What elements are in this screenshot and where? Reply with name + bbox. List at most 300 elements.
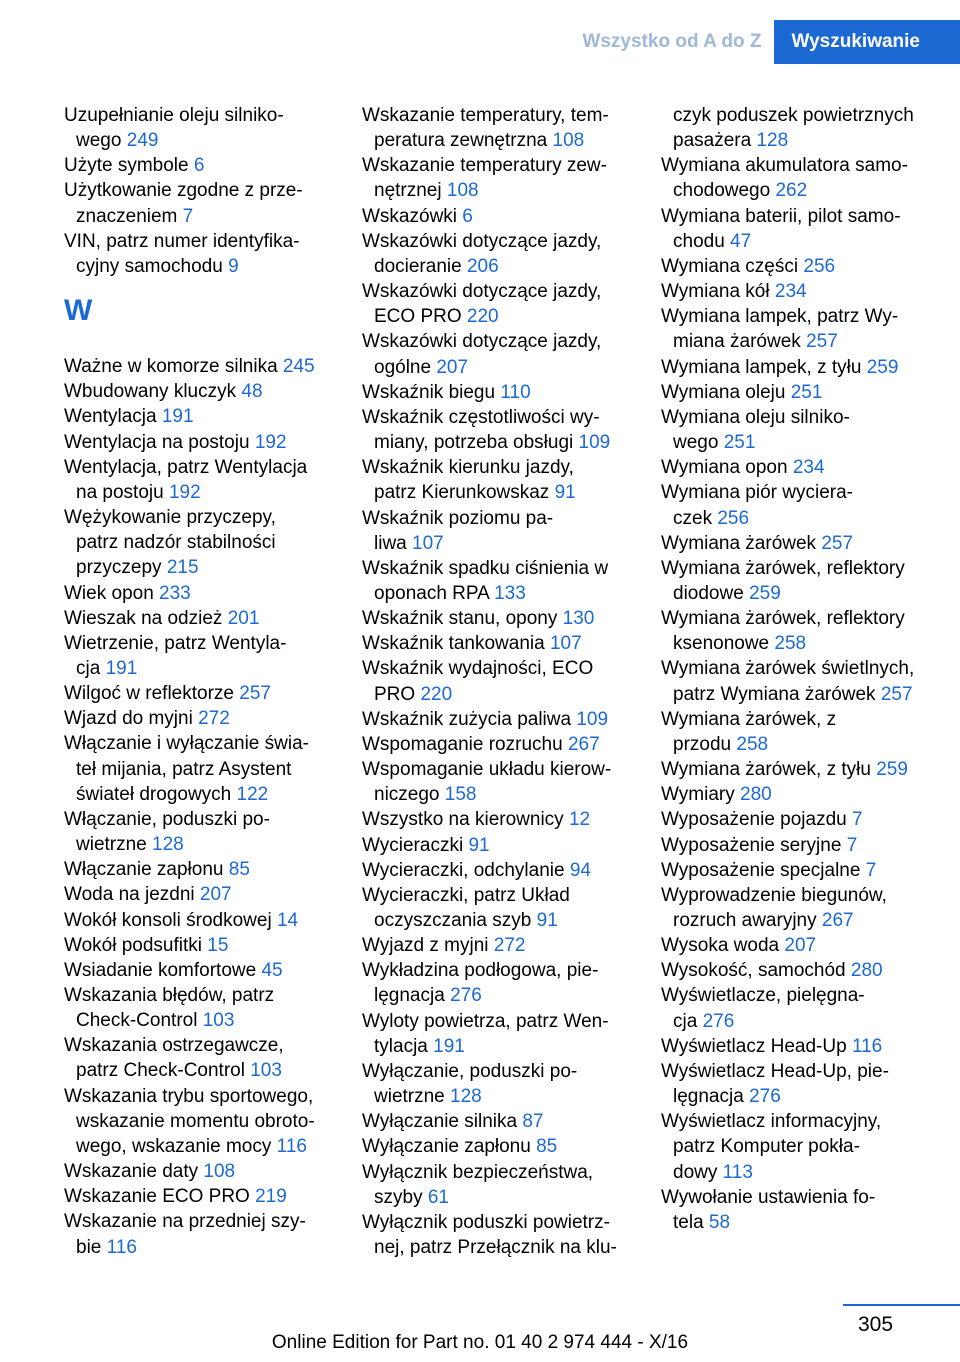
page-ref-link[interactable]: 130	[562, 608, 595, 630]
index-entry-text: Wyłączanie silnika	[362, 1111, 523, 1133]
page-ref-link[interactable]: 280	[850, 960, 883, 982]
index-entry	[362, 506, 630, 556]
index-entry-text: Wilgoć w reflektorze	[64, 683, 240, 705]
index-entry	[362, 455, 630, 505]
index-entry	[64, 958, 332, 983]
index-entry	[64, 606, 332, 631]
index-entry-text: pasażera	[673, 130, 757, 152]
index-entry	[64, 1159, 332, 1184]
index-entry-text: Wiek opon	[64, 582, 160, 604]
page-ref-link[interactable]: 108	[552, 130, 585, 152]
index-entry	[64, 933, 332, 958]
page-ref-link[interactable]: 276	[450, 985, 482, 1007]
index-entry-text: patrz Check-Control	[76, 1060, 251, 1082]
page-ref-link[interactable]: 108	[203, 1161, 236, 1183]
index-entry	[661, 983, 929, 1033]
index-entry-text: docieranie	[374, 255, 467, 277]
index-entry	[64, 404, 332, 429]
page-ref-link[interactable]: 192	[168, 481, 201, 503]
page-ref-link[interactable]: 128	[450, 1086, 482, 1108]
index-entry-text: Wymiana piór wyciera-	[661, 482, 853, 504]
index-entry-text: Wokół podsufitki	[64, 934, 208, 956]
index-entry-text: Wykładzina podłogowa, pie-	[362, 960, 599, 982]
index-entry-text: Uzupełnianie oleju silniko-	[64, 105, 284, 126]
index-entry-text: Wyłącznik bezpieczeństwa,	[362, 1161, 594, 1183]
index-entry	[64, 857, 332, 882]
page-ref-link[interactable]: 6	[462, 205, 473, 227]
index-entry	[362, 1009, 630, 1059]
page-ref-link[interactable]: 15	[207, 934, 229, 956]
index-entry	[661, 455, 929, 480]
page-ref-link[interactable]: 91	[536, 910, 558, 931]
index-entry-text: chodowego	[673, 180, 776, 202]
index-entry-text: lęgnacja	[374, 985, 451, 1007]
index-entry-text: Wymiana lampek, patrz Wy-	[661, 306, 899, 328]
page-ref-link[interactable]: 220	[420, 683, 453, 705]
index-entry-text: Wskazanie na przedniej szy-	[64, 1211, 306, 1233]
page-ref-link[interactable]: 128	[756, 130, 789, 152]
index-entry-text: nej, patrz Przełącznik na klu-	[374, 1237, 617, 1259]
page-ref-link[interactable]: 94	[569, 859, 591, 881]
index-entry-text: Wyposażenie specjalne	[661, 859, 866, 881]
index-entry-text: czek	[673, 507, 718, 529]
index-entry	[362, 103, 630, 153]
index-entry-text: Wskaźnik poziomu pa-	[362, 507, 554, 529]
index-entry-text: Wymiana opon	[661, 457, 793, 479]
index-entry-text: Wspomaganie układu kierow-	[362, 759, 612, 781]
index-entry-text: wego	[76, 130, 127, 152]
page-ref-link[interactable]: 116	[851, 1035, 883, 1057]
page-ref-link[interactable]: 280	[740, 784, 772, 806]
page-ref-link[interactable]: 233	[159, 582, 191, 604]
page-ref-link[interactable]: 257	[806, 331, 838, 353]
index-entry	[661, 556, 929, 606]
index-entry-text: Wyświetlacze, pielęgna-	[661, 985, 865, 1007]
index-entry-text: Użyte symbole	[64, 155, 194, 177]
index-entry	[64, 379, 332, 404]
page-ref-link[interactable]: 256	[803, 255, 836, 277]
index-entry	[64, 354, 332, 379]
page-ref-link[interactable]: 259	[749, 582, 781, 604]
index-entry-text: świateł drogowych	[76, 783, 237, 805]
index-entry	[362, 631, 630, 656]
index-entry	[661, 405, 929, 455]
index-entry-text: Wskaźnik stanu, opony	[362, 608, 563, 630]
index-entry	[64, 1033, 332, 1083]
page-ref-link[interactable]: 262	[775, 180, 808, 202]
page-ref-link[interactable]: 61	[427, 1186, 449, 1208]
index-entry-text: Wskazania błędów, patrz	[64, 985, 275, 1006]
index-entry-text: Wietrzenie, patrz Wentyla-	[64, 632, 287, 654]
index-entry-text: Wokół konsoli środkowej	[64, 909, 277, 931]
page-ref-link[interactable]: 58	[708, 1211, 731, 1233]
index-entry-text: Wjazd do myjni	[64, 708, 199, 730]
index-entry-text: oczyszczania szyb	[374, 910, 537, 931]
page-ref-link[interactable]: 12	[568, 809, 591, 831]
index-entry-text: ogólne	[374, 356, 437, 378]
index-entry-text: Wyłączanie zapłonu	[362, 1136, 537, 1158]
index-entry-text: Wyposażenie seryjne	[661, 834, 847, 856]
page-ref-link[interactable]: 267	[821, 910, 854, 931]
index-entry-text: diodowe	[673, 582, 750, 604]
edition-text: Online Edition for Part no. 01 40 2 974 444 - X/16	[271, 1332, 689, 1353]
index-entry	[362, 279, 630, 329]
page-ref-link[interactable]: 245	[282, 356, 315, 378]
page-ref-link[interactable]: 256	[717, 507, 750, 529]
index-entry	[64, 1184, 332, 1209]
page-ref-link[interactable]: 259	[866, 356, 899, 378]
page-ref-link[interactable]: 45	[261, 959, 283, 981]
index-entry-text: Wyprowadzenie biegunów,	[661, 884, 887, 906]
index-entry	[661, 883, 929, 933]
index-entry	[362, 807, 630, 832]
page-ref-link[interactable]: 272	[493, 935, 526, 957]
index-entry	[362, 707, 630, 732]
page-ref-link[interactable]: 276	[749, 1086, 781, 1108]
page-ref-link[interactable]: 234	[792, 457, 825, 479]
index-entry-text: Wskazówki dotyczące jazdy,	[362, 281, 602, 303]
index-entry-text: rozruch awaryjny	[673, 910, 822, 931]
index-entry-text: Wymiana żarówek, reflektory	[661, 557, 905, 579]
index-entry-text: Wskazania trybu sportowego,	[64, 1085, 314, 1107]
index-entry	[362, 1210, 630, 1260]
index-entry-text: Wymiana części	[661, 255, 804, 277]
index-entry	[64, 455, 332, 505]
index-entry	[661, 304, 929, 354]
index-entry	[64, 229, 332, 279]
index-entry	[362, 329, 630, 379]
page-ref-link[interactable]: 103	[202, 1010, 235, 1032]
index-entry-text: Wymiana żarówek, z	[661, 708, 837, 730]
index-entry	[64, 882, 332, 907]
index-entry	[661, 480, 929, 530]
index-entry-text: Wymiana żarówek świetlnych,	[661, 658, 915, 680]
index-column-2	[362, 103, 630, 1260]
page-ref-link[interactable]: 110	[500, 381, 531, 403]
page-ref-link[interactable]: 207	[436, 356, 469, 378]
index-entry-text: miany, potrzeba obsługi	[374, 432, 579, 454]
index-entry-text: niczego	[374, 784, 445, 806]
index-entry	[661, 1185, 929, 1235]
page-ref-link[interactable]: 109	[578, 432, 611, 454]
index-entry-text: Wskazówki dotyczące jazdy,	[362, 230, 602, 252]
index-entry-text: PRO	[374, 683, 421, 705]
index-entry	[64, 581, 332, 606]
index-entry	[661, 782, 929, 807]
index-entry-text: wskazanie momentu obroto-	[76, 1110, 315, 1132]
page-ref-link[interactable]: 258	[736, 733, 769, 755]
index-entry	[661, 380, 929, 405]
index-entry-text: Włączanie zapłonu	[64, 859, 229, 881]
page-ref-link[interactable]: 7	[852, 809, 863, 831]
index-entry-text: cja	[673, 1010, 703, 1032]
page-ref-link[interactable]: 219	[255, 1186, 287, 1208]
index-entry-text: Wycieraczki, patrz Układ	[362, 884, 570, 906]
page-ref-link[interactable]: 158	[444, 784, 477, 806]
index-entry-text: Wskazania ostrzegawcze,	[64, 1035, 284, 1057]
page-ref-link[interactable]: 91	[468, 834, 490, 856]
index-entry-text: Wymiana oleju silniko-	[661, 406, 850, 428]
index-entry-text: Wspomaganie rozruchu	[362, 733, 568, 755]
index-entry	[661, 254, 929, 279]
index-entry-text: Wymiana lampek, z tyłu	[661, 356, 867, 378]
page-ref-link[interactable]: 258	[774, 633, 807, 655]
index-entry-text: Wymiana oleju	[661, 381, 791, 403]
index-entry	[661, 757, 929, 782]
index-entry-text: Włączanie, poduszki po-	[64, 808, 270, 830]
index-entry-text: Wymiana żarówek	[661, 532, 822, 554]
index-entry-text: Wskaźnik tankowania	[362, 633, 550, 655]
index-entry-text: Wymiana żarówek, reflektory	[661, 608, 905, 630]
index-entry-text: Wyłącznik poduszki powietrz-	[362, 1211, 610, 1233]
index-entry-text: Wskaźnik częstotliwości wy-	[362, 406, 600, 428]
page-ref-link[interactable]: 85	[536, 1136, 558, 1158]
index-entry	[661, 606, 929, 656]
index-entry-text: Wężykowanie przyczepy,	[64, 507, 276, 529]
page-ref-link[interactable]: 251	[790, 381, 823, 403]
index-entry-text: ksenonowe	[673, 633, 775, 655]
page-ref-link[interactable]: 257	[821, 532, 854, 554]
index-entry-text: Wieszak na odzież	[64, 607, 228, 629]
page-ref-link[interactable]: 249	[126, 130, 159, 152]
index-entry	[64, 103, 332, 153]
index-entry-text: szyby	[374, 1186, 428, 1208]
index-entry	[64, 908, 332, 933]
index-entry-text: Wycieraczki, odchylanie	[362, 859, 570, 881]
index-entry-text: VIN, patrz numer identyfika-	[64, 230, 300, 252]
index-entry-text: Wyświetlacz Head-Up, pie-	[661, 1060, 889, 1082]
index-entry	[362, 833, 630, 858]
index-entry-text: Wyświetlacz informacyjny,	[661, 1111, 882, 1133]
index-entry-text: Wskazanie temperatury, tem-	[362, 105, 609, 126]
page-ref-link[interactable]: 215	[166, 557, 199, 579]
page-ref-link[interactable]: 103	[250, 1060, 282, 1082]
index-entry-text: Wskaźnik zużycia paliwa	[362, 708, 577, 730]
index-entry-text: Wskaźnik wydajności, ECO	[362, 658, 594, 680]
index-entry	[661, 858, 929, 883]
index-entry-text: Wyjazd z myjni	[362, 935, 494, 957]
page-ref-link[interactable]: 206	[466, 255, 499, 277]
index-entry-text: Wymiana baterii, pilot samo-	[661, 205, 901, 227]
index-entry	[362, 229, 630, 279]
page-ref-link[interactable]: 257	[239, 683, 271, 705]
index-entry	[362, 883, 630, 933]
index-entry-text: Wymiana kół	[661, 281, 775, 303]
index-entry-text: Check-Control	[76, 1010, 203, 1032]
index-entry-text: Wskaźnik spadku ciśnienia w	[362, 557, 609, 579]
index-entry-text: teł mijania, patrz Asystent	[76, 758, 292, 780]
index-entry-text: Włączanie i wyłączanie świa-	[64, 733, 309, 755]
tab-wszystko-od-a-do-z[interactable]: Wszystko od A do Z	[582, 31, 762, 52]
page-ref-link[interactable]: 113	[722, 1161, 753, 1183]
index-entry	[64, 681, 332, 706]
index-entry-text: Wyposażenie pojazdu	[661, 809, 853, 831]
page-ref-link[interactable]: 7	[865, 859, 877, 881]
index-entry	[64, 807, 332, 857]
page-ref-link[interactable]: 207	[199, 884, 232, 906]
index-entry	[64, 706, 332, 731]
index-entry-text: znaczeniem	[76, 205, 183, 227]
index-entry-text: Wyświetlacz Head-Up	[661, 1035, 852, 1057]
page-ref-link[interactable]: 191	[105, 657, 138, 679]
page-ref-link[interactable]: 107	[412, 532, 444, 554]
page-ref-link[interactable]: 116	[106, 1236, 137, 1258]
page-ref-link[interactable]: 47	[730, 230, 752, 252]
index-entry-text: na postoju	[76, 481, 169, 503]
page-ref-link[interactable]: 272	[198, 708, 230, 730]
index-entry-text: bie	[76, 1236, 107, 1258]
index-entry-text: wego	[673, 432, 724, 454]
index-entry	[362, 606, 630, 631]
index-entry	[362, 656, 630, 706]
index-column-1	[64, 103, 332, 1260]
index-entry-text: ECO PRO	[374, 306, 467, 328]
index-entry-text: wietrzne	[374, 1086, 451, 1108]
index-entry-text: Wszystko na kierownicy	[362, 809, 569, 831]
index-entry	[64, 1209, 332, 1259]
index-entry	[64, 178, 332, 228]
index-column-3	[661, 103, 929, 1235]
index-entry	[362, 757, 630, 807]
index-entry	[661, 807, 929, 832]
index-entry-text: liwa	[374, 532, 413, 554]
page-ref-link[interactable]: 192	[254, 431, 287, 453]
index-entry-text: peratura zewnętrzna	[374, 130, 553, 152]
index-entry	[362, 380, 630, 405]
index-entry	[661, 1109, 929, 1184]
index-entry-text: Wymiana żarówek, z tyłu	[661, 759, 877, 781]
index-entry	[362, 1160, 630, 1210]
page-ref-link[interactable]: 276	[702, 1010, 735, 1032]
index-entry-text: Wskazówki dotyczące jazdy,	[362, 331, 602, 353]
index-entry	[362, 858, 630, 883]
index-entry-text: Wentylacja	[64, 406, 162, 428]
index-entry	[64, 430, 332, 455]
page-ref-link[interactable]: 6	[193, 155, 205, 177]
index-entry-text: lęgnacja	[673, 1086, 750, 1108]
page-ref-link[interactable]: 191	[161, 406, 194, 428]
index-entry-text: dowy	[673, 1161, 723, 1183]
index-entry	[362, 556, 630, 606]
index-entry-text: Wskaźnik kierunku jazdy,	[362, 457, 574, 479]
index-entry-text: Wymiary	[661, 784, 740, 806]
index-entry	[64, 1084, 332, 1159]
page-ref-link[interactable]: 7	[182, 205, 194, 227]
tab-wyszukiwanie[interactable]: Wyszukiwanie	[774, 20, 960, 64]
index-entry-text: patrz nadzór stabilności	[76, 532, 276, 554]
footer-rule	[843, 1304, 960, 1306]
index-entry-text: Wentylacja na postoju	[64, 431, 255, 453]
index-entry	[661, 933, 929, 958]
page-ref-link[interactable]: 251	[723, 432, 756, 454]
index-entry	[661, 656, 929, 706]
index-entry	[661, 153, 929, 203]
index-entry-text: Wskazanie ECO PRO	[64, 1186, 256, 1208]
index-entry-text: oponach RPA	[374, 582, 495, 604]
index-entry-text: Wskaźnik biegu	[362, 381, 501, 403]
page-ref-link[interactable]: 48	[241, 381, 263, 403]
page-ref-link[interactable]: 108	[446, 180, 479, 202]
page-number: 305	[858, 1313, 894, 1336]
index-entry-text: cyjny samochodu	[76, 255, 229, 277]
index-entry-text: przodu	[673, 733, 737, 755]
index-entry-text: Wbudowany kluczyk	[64, 381, 242, 403]
page-ref-link[interactable]: 207	[784, 935, 817, 957]
page-ref-link[interactable]: 9	[228, 255, 239, 277]
index-entry	[661, 833, 929, 858]
page-ref-link[interactable]: 220	[466, 306, 499, 328]
page-ref-link[interactable]: 107	[549, 633, 582, 655]
index-entry-text: przyczepy	[76, 557, 167, 579]
index-entry-text: Ważne w komorze silnika	[64, 356, 283, 378]
index-entry	[362, 153, 630, 203]
page-ref-link[interactable]: 128	[152, 834, 184, 856]
index-entry	[661, 707, 929, 757]
page-ref-link[interactable]: 91	[554, 482, 576, 504]
index-entry	[661, 103, 929, 153]
index-entry-text: tela	[673, 1211, 709, 1233]
index-entry	[661, 1059, 929, 1109]
page-ref-link[interactable]: 85	[228, 859, 250, 881]
index-entry-text: Wysokość, samochód	[661, 960, 851, 982]
index-entry	[362, 204, 630, 229]
index-entry	[64, 153, 332, 178]
index-entry	[362, 933, 630, 958]
index-entry-text: Wskazówki	[362, 205, 463, 227]
index-entry	[64, 731, 332, 806]
index-entry-text: tylacja	[374, 1035, 434, 1057]
index-entry-text: wego, wskazanie mocy	[76, 1135, 277, 1157]
index-entry	[64, 505, 332, 580]
index-entry-text: Woda na jezdni	[64, 884, 200, 906]
index-letter-heading: W	[64, 294, 93, 328]
page-ref-link[interactable]: 122	[236, 783, 269, 805]
index-entry	[661, 1034, 929, 1059]
index-entry-text: Wycieraczki	[362, 834, 469, 856]
page-ref-link[interactable]: 234	[774, 281, 807, 303]
index-entry-text: Wskazanie temperatury zew-	[362, 155, 607, 177]
index-entry-text: Wentylacja, patrz Wentylacja	[64, 456, 308, 478]
index-entry	[661, 204, 929, 254]
index-entry-text: Wyloty powietrza, patrz Wen-	[362, 1010, 609, 1032]
index-entry	[362, 405, 630, 455]
page-ref-link[interactable]: 191	[433, 1035, 465, 1057]
index-entry-text: Wsiadanie komfortowe	[64, 959, 262, 981]
index-entry	[64, 631, 332, 681]
index-entry-text: nętrznej	[374, 180, 447, 202]
index-entry-text: Wyłączanie, poduszki po-	[362, 1060, 578, 1082]
index-entry	[661, 531, 929, 556]
page-ref-link[interactable]: 259	[876, 759, 908, 781]
index-entry	[362, 1059, 630, 1109]
page-ref-link[interactable]: 201	[227, 607, 260, 629]
page-ref-link[interactable]: 257	[880, 683, 913, 705]
index-entry-text: Wskazanie daty	[64, 1161, 204, 1183]
page-ref-link[interactable]: 133	[494, 582, 526, 604]
page-ref-link[interactable]: 109	[576, 708, 609, 730]
page-ref-link[interactable]: 7	[846, 834, 858, 856]
page-ref-link[interactable]: 267	[567, 733, 600, 755]
page-ref-link[interactable]: 116	[276, 1135, 307, 1157]
index-entry-text: Wysoka woda	[661, 935, 785, 957]
index-entry	[362, 1109, 630, 1134]
index-entry-text: Wymiana akumulatora samo-	[661, 155, 908, 177]
index-entry	[661, 279, 929, 304]
page-ref-link[interactable]: 14	[276, 909, 299, 931]
page-ref-link[interactable]: 87	[522, 1111, 544, 1133]
index-entry	[661, 355, 929, 380]
index-entry-text: wietrzne	[76, 834, 153, 856]
